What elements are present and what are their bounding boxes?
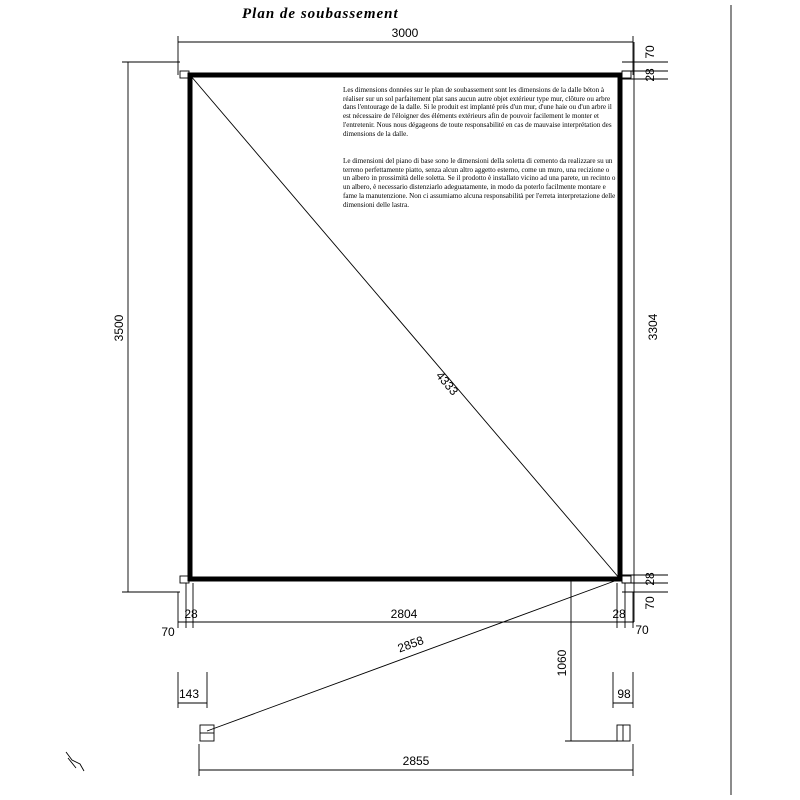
support-offset-label: 1060	[555, 649, 569, 677]
support-block	[617, 725, 630, 741]
overall-depth-label: 3500	[112, 314, 126, 342]
support-diagonal-label: 2858	[395, 633, 426, 656]
corner-marker	[622, 576, 631, 583]
inner-depth-label: 3304	[646, 313, 660, 341]
note-french: Les dimensions données sur le plan de soubassement sont les dimensions de la dalle béton à réaliser sur un sol parfaitement plat sans aucun autre objet extérieur type mur, clôture ou arbre dans l'entourage de la dalle. Si le produit est implanté près d'un mur, d'une haie ou d'un arbre il est nécessaire de l'éloigner des éléments extérieurs afin de pouvoir facilement le monter et l'entretenir. Nous nous dégageons de toute responsabilité en cas de mauvaise interprétation des dimensions de la dalle.	[343, 86, 612, 138]
bottom-offset-label: 70	[643, 596, 657, 610]
bottom-wall-label: 28	[643, 572, 657, 586]
left-wall-label: 28	[184, 607, 198, 621]
margin-mark-stroke	[66, 752, 84, 771]
overall-width-label: 3000	[391, 26, 419, 40]
slab-diagonal-line	[190, 75, 620, 579]
support-span-label: 2855	[402, 754, 430, 768]
left-block-label: 143	[178, 687, 200, 701]
inner-width-label: 2804	[390, 607, 418, 621]
right-wall-label: 28	[612, 607, 626, 621]
left-support-block	[200, 725, 214, 741]
margin-mark	[66, 752, 84, 771]
left-offset-label: 70	[161, 625, 175, 639]
right-block-label: 98	[617, 687, 631, 701]
top-wall-label: 28	[643, 68, 657, 82]
right-support-block	[617, 725, 630, 741]
plan-title: Plan de soubassement	[242, 6, 399, 22]
right-offset-label: 70	[635, 623, 649, 637]
diagonal-label: 4333	[433, 368, 462, 399]
top-offset-label: 70	[643, 45, 657, 59]
note-italian: Le dimensioni del piano di base sono le dimensioni della soletta di cemento da realizzare su un terreno perfettamente piatto, senza alcun altro aggetto esterno, come un muro, una recizione o un albero in prossimità delle soletta. Se il prodotto è installato vicino ad una parete, un recinto o un albero, è necessario distenziarlo adeguatamente, in modo da poterlo facilmente montare e fame la manutenzione. Non ci assumiamo alcuna responsabilità per l'erreta interpretazione delle dimensioni delle lastra.	[343, 157, 616, 209]
corner-marker	[622, 71, 631, 78]
